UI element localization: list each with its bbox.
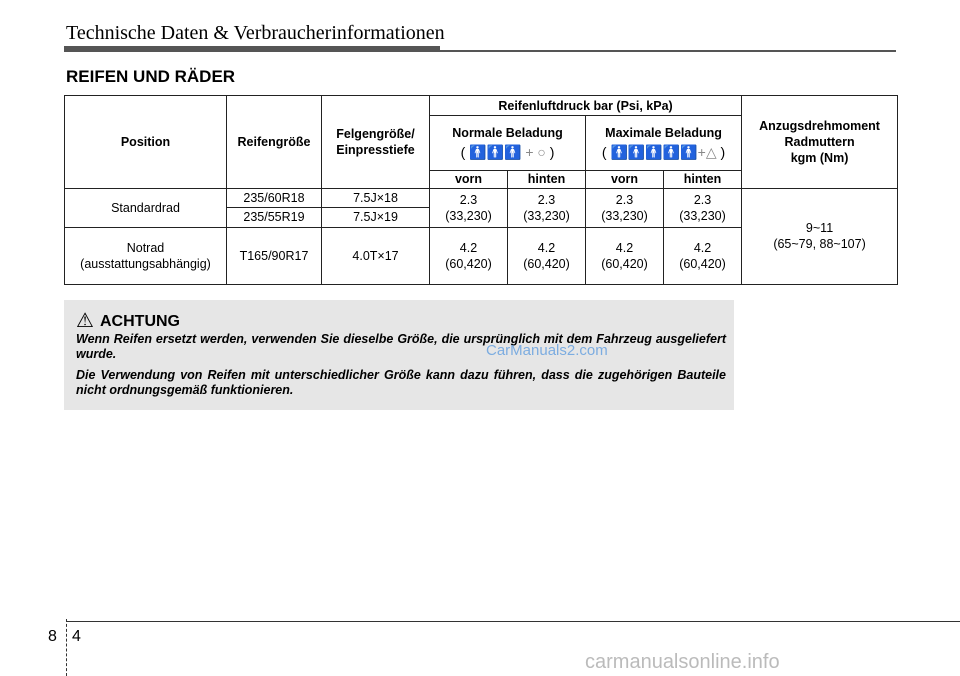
header-max-load: [586, 116, 742, 170]
row-standard-rim-1: 7.5J×18: [322, 188, 430, 207]
warning-text-1: Wenn Reifen ersetzt werden, verwenden Sie dieselbe Größe, die ursprünglich mit dem Fahrzeug ausgeliefert wurde.: [76, 332, 726, 361]
row-standard-normal-front: 2.3 (33,230): [430, 188, 508, 227]
row-spare-max-front: 4.2 (60,420): [586, 227, 664, 284]
chapter-number: 8: [48, 628, 57, 645]
row-spare-rim: 4.0T×17: [322, 227, 430, 284]
warning-box: [64, 300, 734, 410]
header-tire-size: Reifengröße: [227, 96, 322, 189]
luggage-icon: △: [705, 143, 717, 160]
warning-triangle-icon: ⚠: [76, 310, 94, 332]
max-load-label: Maximale Beladung: [605, 125, 722, 140]
normal-load-icons: ( 🚹🚹🚹 + ○ ): [460, 143, 555, 160]
header-rim-size: Felgengröße/ Einpresstiefe: [322, 96, 430, 189]
row-standard-position: Standardrad: [65, 188, 227, 227]
watermark-middle: CarManuals2.com: [486, 342, 608, 359]
row-spare-tire: T165/90R17: [227, 227, 322, 284]
header-max-rear: hinten: [664, 170, 742, 188]
header-normal-rear: hinten: [508, 170, 586, 188]
header-normal-load: [430, 116, 586, 170]
row-spare-position: Notrad (ausstattungsabhängig): [65, 227, 227, 284]
warning-text-2: Die Verwendung von Reifen mit unterschiedlicher Größe kann dazu führen, dass die zugehörigen Bauteile nicht ordnungsgemäß funktionieren.: [76, 368, 726, 397]
row-spare-normal-front: 4.2 (60,420): [430, 227, 508, 284]
warning-title: ACHTUNG: [100, 313, 180, 330]
header-normal-front: vorn: [430, 170, 508, 188]
tire-spec-table: [64, 95, 898, 285]
page-divider: [66, 619, 67, 676]
row-standard-tire-2: 235/55R19: [227, 208, 322, 227]
row-standard-normal-rear: 2.3 (33,230): [508, 188, 586, 227]
person-icon: 🚹🚹🚹🚹🚹: [610, 143, 698, 160]
section-title: REIFEN UND RÄDER: [66, 67, 236, 86]
row-spare-max-rear: 4.2 (60,420): [664, 227, 742, 284]
page-number: 4: [72, 628, 81, 645]
warning-text: [76, 332, 726, 404]
luggage-icon: ○: [537, 143, 546, 160]
footer-rule: [66, 621, 960, 622]
row-standard-max-front: 2.3 (33,230): [586, 188, 664, 227]
header-rule-thin: [64, 50, 896, 52]
watermark-bottom: carmanualsonline.info: [585, 651, 780, 673]
row-spare-normal-rear: 4.2 (60,420): [508, 227, 586, 284]
row-standard-tire-1: 235/60R18: [227, 188, 322, 207]
normal-load-label: Normale Beladung: [452, 125, 563, 140]
header-max-front: vorn: [586, 170, 664, 188]
header-title: Technische Daten & Verbraucherinformationen: [66, 22, 445, 44]
torque-value: 9~11 (65~79, 88~107): [742, 188, 898, 284]
header-position: Position: [65, 96, 227, 189]
row-standard-rim-2: 7.5J×19: [322, 208, 430, 227]
max-load-icons: ( 🚹🚹🚹🚹🚹+△ ): [601, 143, 726, 160]
person-icon: 🚹🚹🚹: [469, 143, 522, 160]
header-torque: Anzugsdrehmoment Radmuttern kgm (Nm): [742, 96, 898, 189]
header-pressure-group: Reifenluftdruck bar (Psi, kPa): [430, 96, 742, 116]
row-standard-max-rear: 2.3 (33,230): [664, 188, 742, 227]
